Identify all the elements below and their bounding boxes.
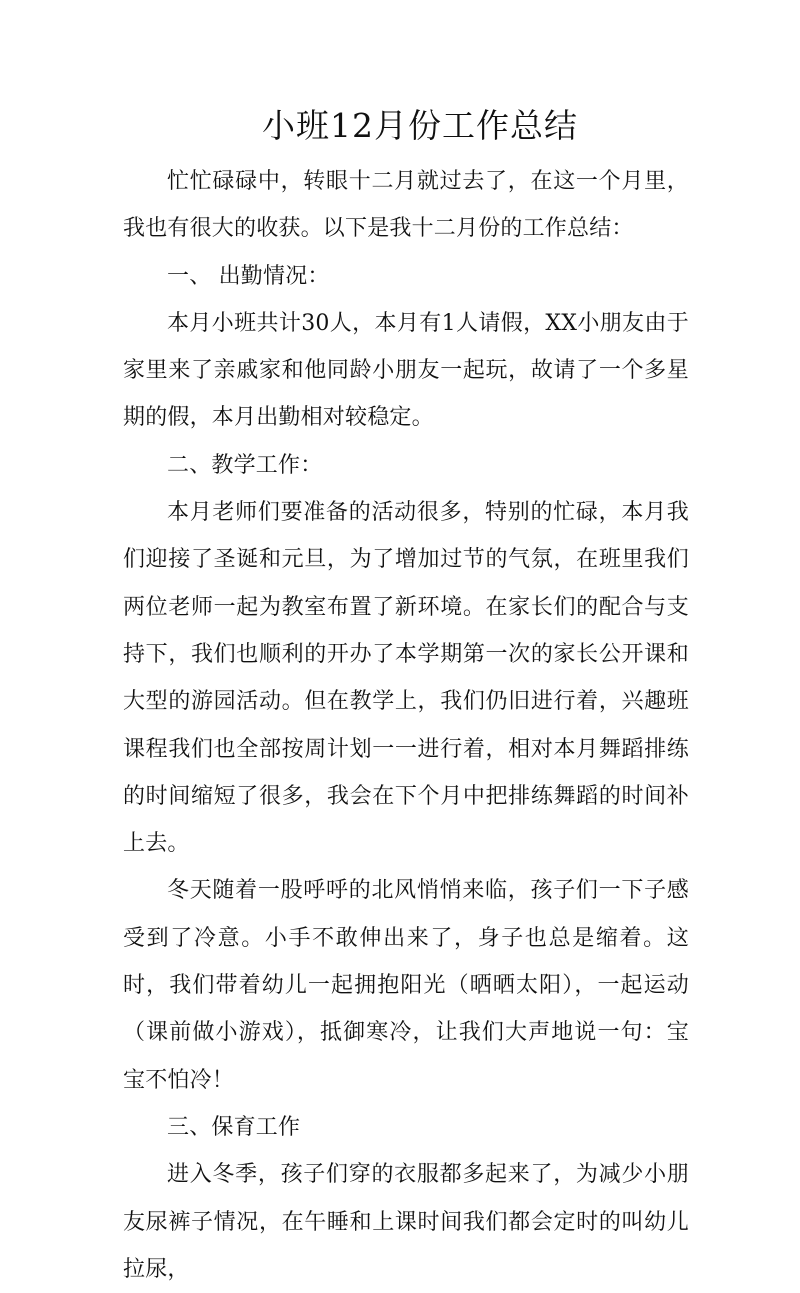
paragraph-care: 进入冬季，孩子们穿的衣服都多起来了，为减少小朋友尿裤子情况，在午睡和上课时间我们都会定时的叫幼儿拉尿，: [123, 1162, 689, 1282]
section-heading-attendance: 一、 出勤情况：: [167, 263, 330, 289]
document-body: [123, 158, 689, 1293]
document-title: 小班12月份工作总结: [262, 106, 578, 145]
paragraph-winter: 冬天随着一股呼呼的北风悄悄来临，孩子们一下子感受到了冷意。小手不敢伸出来了，身子也总是缩着。这时，我们带着幼儿一起拥抱阳光（晒晒太阳），一起运动（课前做小游戏），抵御寒冷，让我们大声地说一句：宝宝不怕冷！: [123, 878, 689, 1093]
section-heading-care: 三、保育工作: [167, 1114, 301, 1140]
paragraph-attendance: 本月小班共计30人，本月有1人请假，XX小朋友由于家里来了亲戚家和他同龄小朋友一起玩，故请了一个多星期的假，本月出勤相对较稳定。: [123, 310, 689, 431]
paragraph-teaching: 本月老师们要准备的活动很多，特别的忙碌，本月我们迎接了圣诞和元旦，为了增加过节的气氛，在班里我们两位老师一起为教室布置了新环境。在家长们的配合与支持下，我们也顺利的开办了本学期第一次的家长公开课和大型的游园活动。但在教学上，我们仍旧进行着，兴趣班课程我们也全部按周计划一一进行着，相对本月舞蹈排练的时间缩短了很多，我会在下个月中把排练舞蹈的时间补上去。: [123, 500, 689, 857]
section-heading-teaching: 二、教学工作：: [167, 452, 323, 478]
paragraph-intro: 忙忙碌碌中，转眼十二月就过去了，在这一个月里，我也有很大的收获。以下是我十二月份的工作总结：: [123, 169, 689, 242]
